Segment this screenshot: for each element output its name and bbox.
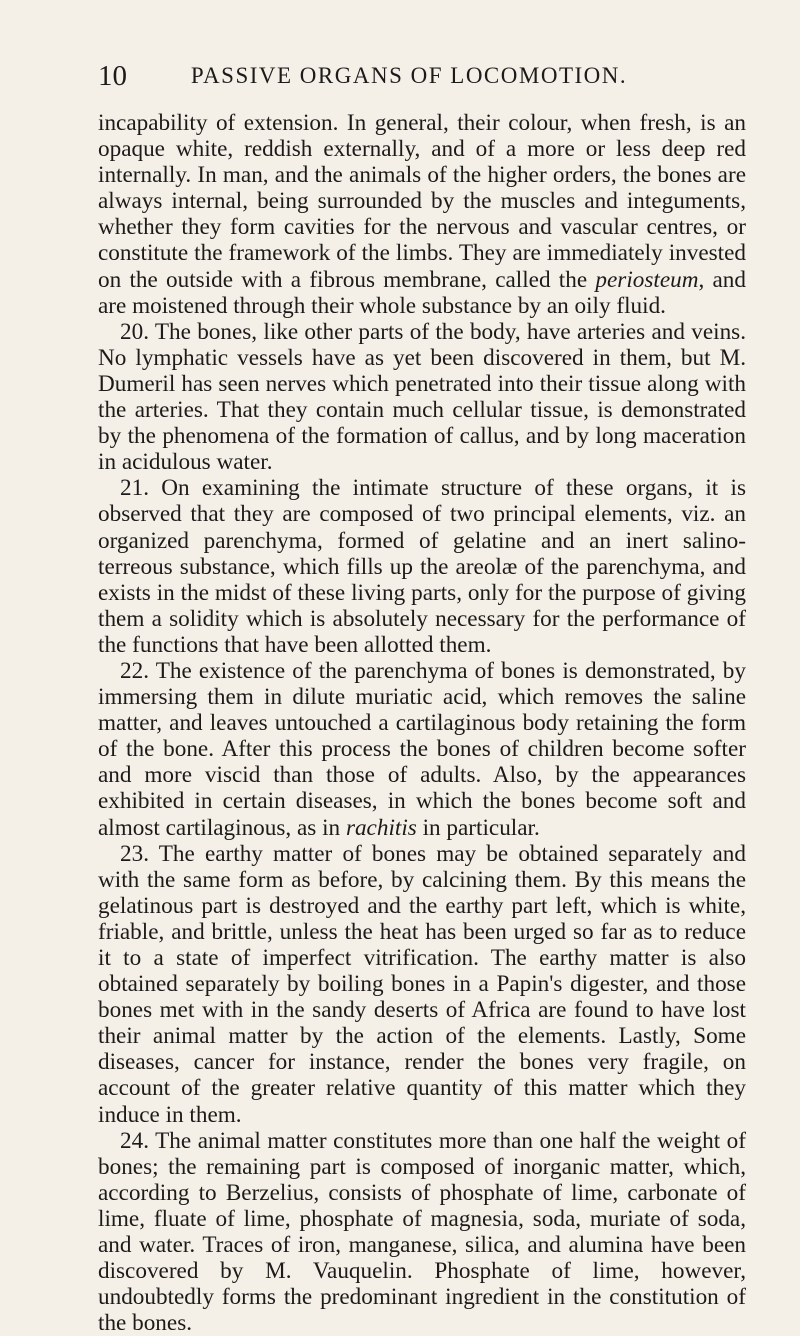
paragraph [98,1128,746,1336]
page-number: 10 [98,60,127,92]
body-text [98,110,746,1336]
running-head: PASSIVE ORGANS OF LOCOMOTION. [190,63,628,88]
paragraph-text: 21. On examining the intimate structure of these organs, it is observed that they are composed of two principal elements, viz. an organized parenchyma, formed of gelatine and an inert salino-terreous substance, which fills up the areolæ of the parenchyma, and exists in the midst of these living parts, only for the purpose of giving them a solidity which is absolutely necessary for the performance of the functions that have been allotted them. [98,475,746,658]
paragraph-text: 23. The earthy matter of bones may be obtained separately and with the same form as before, by calcining them. By this means the gelatinous part is destroyed and the earthy part left, which is white, friable, and brittle, unless the heat has been urged so far as to reduce it to a state of imperfect vitrification. The earthy matter is also obtained separately by boiling bones in a Papin's digester, and those bones met with in the sandy deserts of Africa are found to have lost their animal matter by the action of the elements. Lastly, Some diseases, cancer for instance, render the bones very fragile, on account of the greater relative quantity of this matter which they induce in them. [98,840,746,1128]
page-header [0,58,800,94]
paragraph [98,841,746,1128]
paragraph-text: 20. The bones, like other parts of the body, have arteries and veins. No lymphatic vessels have as yet been discovered in them, but M. Dumeril has seen nerves which penetrated into their tissue along with the arteries. That they contain much cellular tissue, is demonstrated by the phenomena of the formation of callus, and by long maceration in acidulous water. [98,318,746,476]
paragraph-text: 24. The animal matter constitutes more than one half the weight of bones; the remaining part is composed of inorganic matter, which, according to Berzelius, consists of phosphate of lime, carbonate of lime, fluate of lime, phosphate of magnesia, soda, muriate of soda, and water. Traces of iron, manganese, silica, and alumina have been discovered by M. Vauquelin. Phosphate of lime, however, undoubtedly forms the predominant ingredient in the constitution of the bones. [98,1127,746,1336]
paragraph-text: , and are moistened through their whole substance by an oily fluid. [98,266,746,319]
paragraph [98,110,746,319]
paragraph-text: incapability of extension. In general, their colour, when fresh, is an opaque white, reddish externally, and of a more or less deep red internally. In man, and the animals of the higher orders, the bones are always internal, being surrounded by the muscles and integuments, whether they form cavities for the nervous and vascular centres, or constitute the framework of the limbs. They are immediately invested on the outside with a fibrous membrane, called the [98,110,746,293]
italic-term: rachitis [345,814,417,841]
paragraph [98,475,746,658]
italic-term: periosteum [595,266,699,293]
paragraph [98,319,746,476]
paragraph [98,658,746,841]
paragraph-text: in particular. [416,814,540,841]
paragraph-text: 22. The existence of the parenchyma of bones is demonstrated, by immersing them in dilute muriatic acid, which removes the saline matter, and leaves untouched a cartilaginous body retaining the form of the bone. After this process the bones of children become softer and more viscid than those of adults. Also, by the appearances exhibited in certain diseases, in which the bones become soft and almost cartilaginous, as in [98,657,746,841]
